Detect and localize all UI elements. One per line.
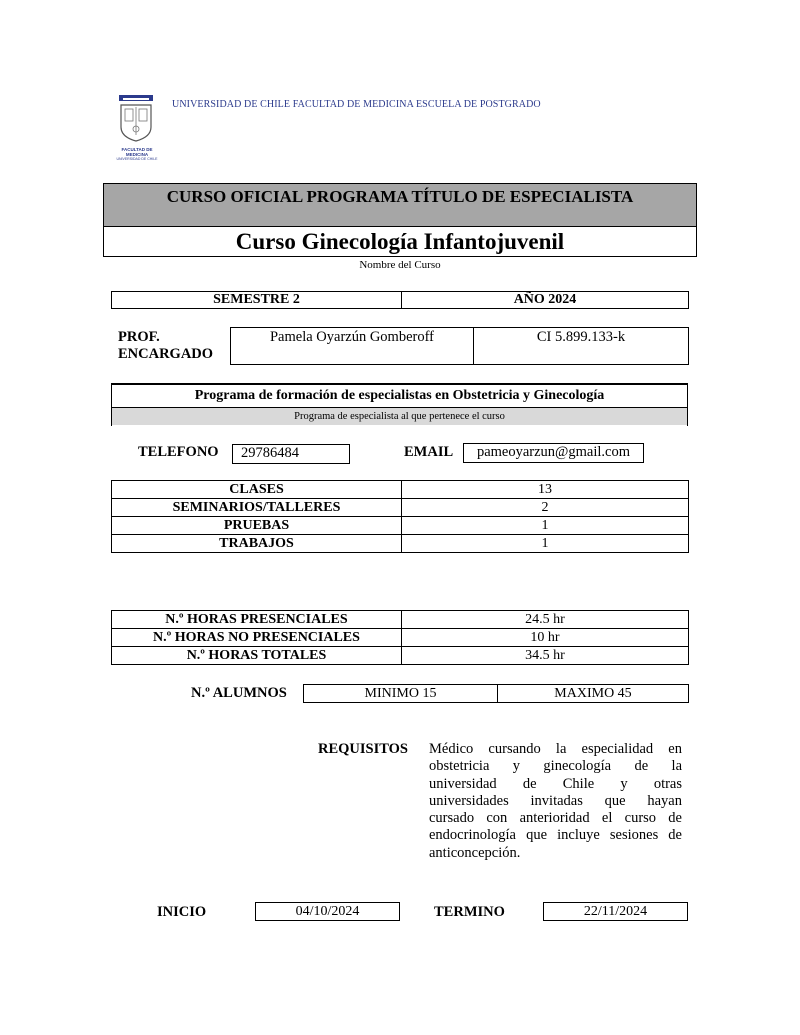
hours-label: N.º HORAS TOTALES (112, 647, 402, 665)
semester: SEMESTRE 2 (112, 292, 402, 309)
requirements-line: universidades invitadas que hayan (429, 792, 682, 809)
activity-value: 1 (402, 517, 689, 535)
activity-label: PRUEBAS (112, 517, 402, 535)
course-banner: CURSO OFICIAL PROGRAMA TÍTULO DE ESPECIALISTA (103, 183, 697, 227)
course-name-caption: Nombre del Curso (359, 259, 441, 271)
program-name: Programa de formación de especialistas en Obstetricia y Ginecología (112, 385, 687, 408)
activity-label: SEMINARIOS/TALLERES (112, 499, 402, 517)
logo-caption: FACULTAD DE MEDICINA UNIVERSIDAD DE CHILE (116, 147, 158, 161)
students-label: N.º ALUMNOS (191, 685, 287, 701)
activity-label: CLASES (112, 481, 402, 499)
requirements-line: universidad de Chile y otras (429, 775, 682, 792)
requirements-text (429, 741, 682, 862)
year: AÑO 2024 (402, 292, 689, 309)
table-row (112, 517, 689, 535)
start-date: 04/10/2024 (255, 902, 400, 921)
professor-ci: CI 5.899.133-k (474, 328, 689, 365)
hours-label: N.º HORAS NO PRESENCIALES (112, 629, 402, 647)
students-max: MAXIMO 45 (498, 685, 689, 703)
email-label: EMAIL (404, 444, 454, 460)
table-row (112, 499, 689, 517)
activities-table (111, 480, 689, 553)
requirements-line: cursado con anterioridad el curso de (429, 810, 682, 827)
students-table (303, 684, 689, 703)
requirements-line: anticoncepción. (429, 844, 521, 861)
table-row (112, 629, 689, 647)
phone-label: TELEFONO (138, 444, 219, 460)
professor-table (230, 327, 689, 365)
hours-value: 10 hr (402, 629, 689, 647)
course-name: Curso Ginecología Infantojuvenil (103, 226, 697, 257)
students-min: MINIMO 15 (304, 685, 498, 703)
hours-value: 34.5 hr (402, 647, 689, 665)
professor-name: Pamela Oyarzún Gomberoff (231, 328, 474, 365)
professor-label: PROF. ENCARGADO (118, 329, 214, 362)
period-table (111, 291, 689, 309)
requirements-line: Médico cursando la especialidad en (429, 741, 682, 757)
start-label: INICIO (157, 904, 207, 920)
activity-value: 1 (402, 535, 689, 553)
hours-table (111, 610, 689, 665)
program-box (111, 383, 688, 426)
program-caption: Programa de especialista al que pertenece el curso (112, 408, 687, 425)
end-date: 22/11/2024 (543, 902, 688, 921)
activity-value: 13 (402, 481, 689, 499)
table-row (112, 481, 689, 499)
table-row (112, 647, 689, 665)
requirements-line: obstetricia y ginecología de la (429, 758, 682, 775)
table-row (112, 611, 689, 629)
phone-field: 29786484 (232, 444, 350, 464)
email-field: pameoyarzun@gmail.com (463, 443, 644, 463)
end-label: TERMINO (434, 904, 505, 920)
table-row (112, 535, 689, 553)
requirements-line: endocrinología que incluye sesiones de (429, 827, 682, 844)
requirements-label: REQUISITOS (318, 741, 408, 757)
hours-label: N.º HORAS PRESENCIALES (112, 611, 402, 629)
activity-value: 2 (402, 499, 689, 517)
activity-label: TRABAJOS (112, 535, 402, 553)
institution-header: UNIVERSIDAD DE CHILE FACULTAD DE MEDICINA ESCUELA DE POSTGRADO (172, 99, 541, 110)
hours-value: 24.5 hr (402, 611, 689, 629)
